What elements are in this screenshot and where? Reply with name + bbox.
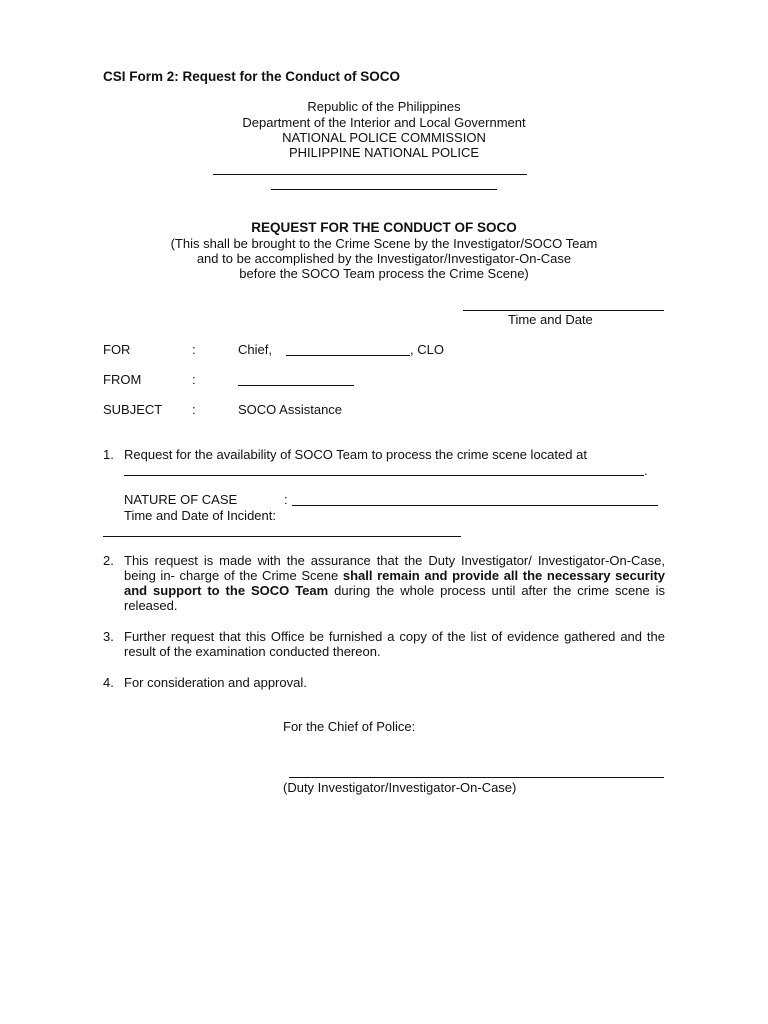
- request-note-line-1: (This shall be brought to the Crime Scene by the Investigator/SOCO Team: [170, 236, 598, 251]
- signatory-title: (Duty Investigator/Investigator-On-Case): [283, 780, 517, 795]
- item-4-number: 4.: [103, 675, 114, 690]
- incident-time-date-label: Time and Date of Incident:: [124, 508, 276, 523]
- from-colon: :: [192, 372, 196, 387]
- for-colon: :: [192, 342, 196, 357]
- item-4-text: For consideration and approval.: [124, 675, 307, 690]
- from-label: FROM: [103, 372, 142, 387]
- item-1-period: .: [644, 463, 648, 478]
- unit-blank-line-2: [271, 189, 497, 190]
- header-department: Department of the Interior and Local Government: [242, 115, 526, 130]
- incident-time-date-blank: [103, 536, 461, 537]
- item-2-text-bold: shall remain and provide all the necessary security and support to the SOCO Team: [124, 568, 665, 598]
- time-date-blank: [463, 310, 664, 311]
- header-republic: Republic of the Philippines: [307, 99, 461, 114]
- item-2-text-part-1: This request is made with the assurance that the Duty Investigator/ Investigator-On-Case, being in- charge of the Crime Scene: [124, 553, 665, 583]
- header-pnp: PHILIPPINE NATIONAL POLICE: [289, 145, 479, 160]
- nature-of-case-blank: [292, 505, 658, 506]
- time-date-label: Time and Date: [508, 312, 593, 327]
- item-2-number: 2.: [103, 553, 114, 568]
- item-2-text: [124, 553, 665, 613]
- for-chief-suffix: , CLO: [410, 342, 444, 357]
- for-chief-prefix: Chief,: [238, 342, 272, 357]
- subject-label: SUBJECT: [103, 402, 163, 417]
- nature-of-case-label: NATURE OF CASE: [124, 492, 238, 507]
- subject-value: SOCO Assistance: [238, 402, 343, 417]
- item-3-text: Further request that this Office be furnished a copy of the list of evidence gathered and the result of the examination conducted thereon.: [124, 629, 665, 659]
- item-2-text-part-2: during the whole process until after the crime scene is released.: [124, 583, 665, 613]
- request-note-line-2: and to be accomplished by the Investigator/Investigator-On-Case: [196, 251, 572, 266]
- for-office-blank: [286, 355, 410, 356]
- unit-blank-line-1: [213, 174, 527, 175]
- item-3-number: 3.: [103, 629, 114, 644]
- item-1-text: Request for the availability of SOCO Team to process the crime scene located at: [124, 447, 587, 462]
- for-chief-of-police: For the Chief of Police:: [283, 719, 416, 734]
- from-blank: [238, 385, 354, 386]
- request-note-line-3: before the SOCO Team process the Crime Scene): [239, 266, 529, 281]
- request-title: REQUEST FOR THE CONDUCT OF SOCO: [251, 220, 517, 235]
- form-title: CSI Form 2: Request for the Conduct of SOCO: [103, 69, 401, 84]
- item-1-number: 1.: [103, 447, 114, 462]
- item-1-location-blank: [124, 475, 644, 476]
- signature-blank-line: [289, 777, 664, 778]
- subject-colon: :: [192, 402, 196, 417]
- header-napolcom: NATIONAL POLICE COMMISSION: [282, 130, 486, 145]
- nature-of-case-colon: :: [284, 492, 288, 507]
- for-label: FOR: [103, 342, 131, 357]
